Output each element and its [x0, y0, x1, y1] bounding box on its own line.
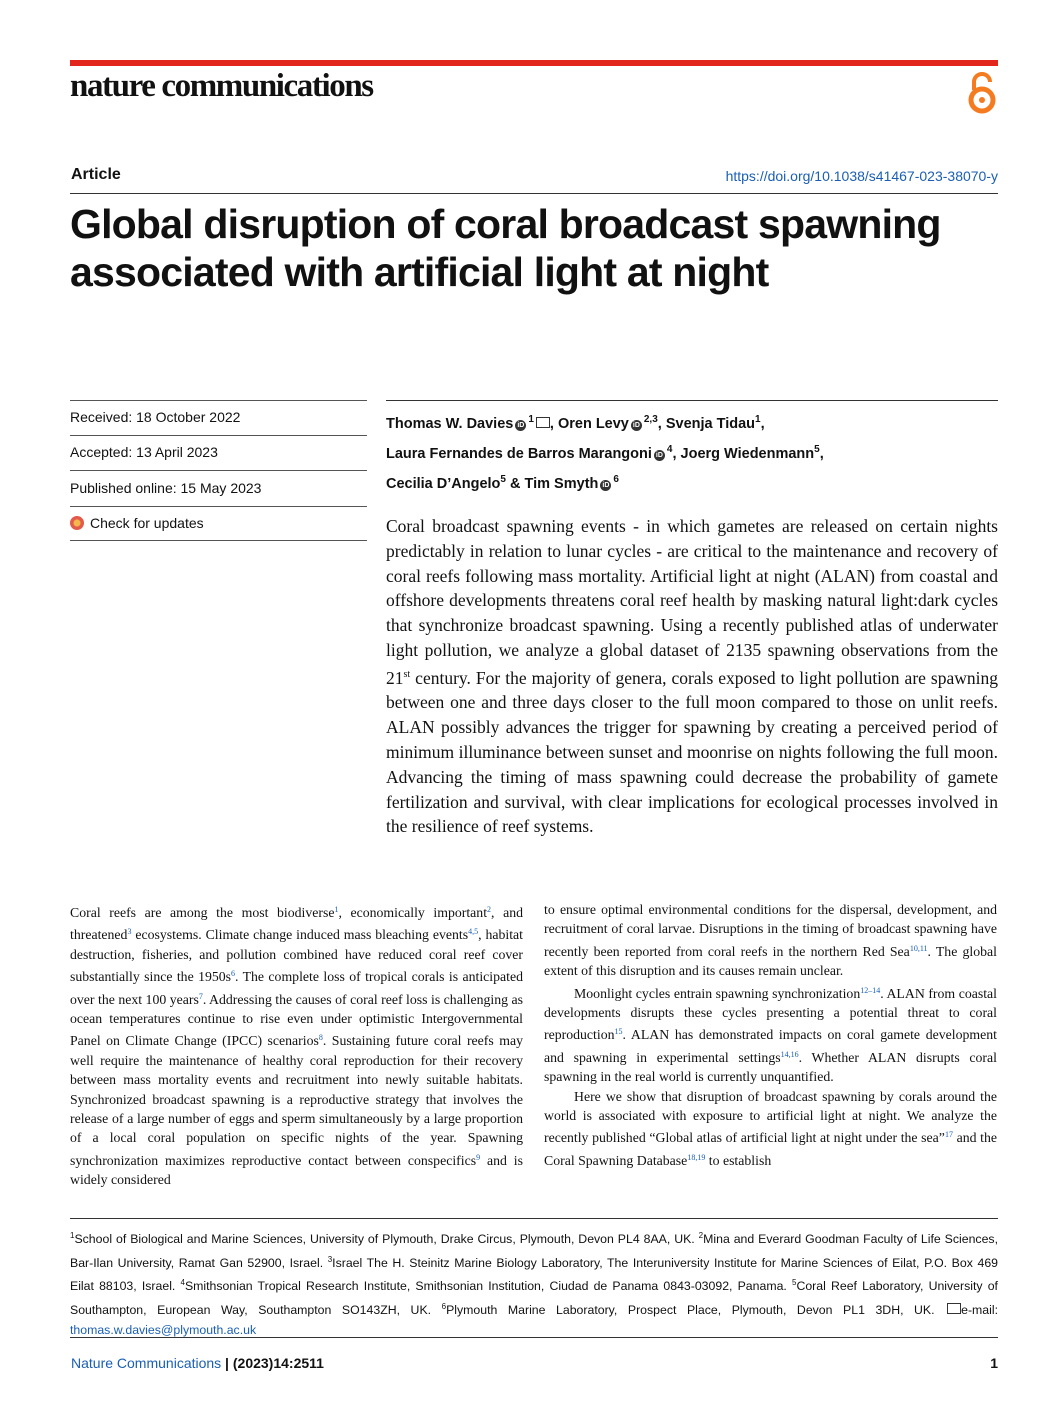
footer-volume: (2023)14:2511: [232, 1355, 324, 1371]
author-name[interactable]: Tim Smyth: [524, 476, 599, 492]
divider: [70, 435, 367, 436]
author-affiliation: 5: [814, 444, 820, 455]
author-affiliation: 1: [755, 414, 761, 425]
body-column-left: [70, 900, 523, 1190]
reference-link[interactable]: 8: [318, 1033, 323, 1043]
orcid-icon[interactable]: iD: [602, 482, 610, 489]
body-column-right: [544, 900, 997, 1170]
article-title: Global disruption of coral broadcast spawning associated with artificial light at night: [70, 201, 941, 295]
email-icon[interactable]: [536, 417, 550, 428]
divider: [70, 400, 367, 401]
abstract-text: Coral broadcast spawning events - in which gametes are released on certain nights predictably in relation to lunar cycles - are critical to the maintenance and recovery of coral reefs following mass mortality. Artificial light at night (ALAN) from coastal and offshore developments threatens coral reef health by masking natural light:dark cycles that synchronize broadcast spawning. Using a recently published atlas of underwater light pollution, we analyze a global dataset of 2135 spawning observations from the 21: [386, 516, 998, 688]
abstract-text: century. For the majority of genera, corals exposed to light pollution are spawning between one and three days closer to the full moon compared to those on unlit reefs. ALAN possibly advances the trigger for spawning by creating a perceived period of minimum illuminance between sunset and moonrise on nights following the full moon. Advancing the timing of mass spawning could decrease the probability of gamete fertilization and survival, with clear implications for ecological processes involved in the resilience of reef systems.: [386, 667, 998, 837]
email-icon: [947, 1303, 961, 1314]
paragraph: Moonlight cycles entrain spawning synchronization$^{12-14}$. ALAN from coastal developments disrupts these cycles presenting a potential threat to coral reproduction$^{15}$. ALAN has demonstrated impacts on coral gamete development and spawning in experimental settings$^{14,16}$. Whether ALAN disrupts coral spawning in the real world is currently unquantified.: [544, 985, 998, 1085]
author-name[interactable]: Thomas W. Davies: [386, 416, 514, 432]
header-accent-bar: [70, 60, 998, 66]
reference-link[interactable]: 2: [487, 905, 492, 914]
author-name[interactable]: Joerg Wiedenmann: [680, 446, 815, 462]
email-link[interactable]: thomas.w.davies@plymouth.ac.uk: [70, 1323, 257, 1338]
author-name[interactable]: Oren Levy: [557, 416, 629, 432]
author-name[interactable]: Cecilia D’Angelo: [386, 476, 501, 492]
open-access-icon: [964, 70, 1000, 116]
check-updates-icon: [70, 516, 84, 530]
doi-link[interactable]: https://doi.org/10.1038/s41467-023-38070-y: [725, 168, 998, 184]
affiliations: $^1$School of Biological and Marine Sciences, University of Plymouth, Drake Circus, Plymouth, Devon PL4 8AA, UK. $^2$Mina and Everard Goodman Faculty of Life Sciences, Bar-Ilan University, Ramat Gan 52900, Israel. $^3$Israel The H. Steinitz Marine Biology Laboratory, The Interuniversity Institute for Marine Sciences of Eilat, P.O. Box 469 Eilat 88103, Israel. $^4$Smithsonian Tropical Research Institute, Smithsonian Institution, Ciudad de Panama 0843-03092, Panama. $^5$Coral Reef Laboratory, University of Southampton, European Way, Southampton SO143ZH, UK. $^6$Plymouth Marine Laboratory, Prospect Place, Plymouth, Devon PL1 3DH, UK. e-mail: thomas.w.davies@plymouth.ac.uk: [70, 1231, 999, 1338]
footer-citation: [71, 1355, 324, 1371]
affiliations-divider: [70, 1218, 998, 1219]
author-affiliation: 1: [528, 414, 534, 425]
author-list: Thomas W. Davies $iD^1$ , Oren Levy iD$^{2,3}$, Svenja Tidau$^1$, Laura Fernandes de Barros Marangoni $iD^4$, Joerg Wiedenmann$^5$, Cecilia D’Angelo$^5$ & Tim Smyth $iD^6$: [386, 400, 998, 497]
received-date: Received: 18 October 2022: [70, 409, 241, 425]
footer-separator: |: [221, 1355, 233, 1371]
paragraph: to ensure optimal environmental conditions for the dispersal, development, and recruitment of coral larvae. Disruptions in the timing of broadcast spawning have recently been reported from coral reefs in the northern Red Sea$^{10,11}$. The global extent of this disruption and its causes remain unclear.: [544, 902, 997, 979]
footer-journal-link[interactable]: Nature Communications: [71, 1355, 222, 1371]
author-affiliation: 5: [500, 474, 506, 485]
reference-link[interactable]: 10,11: [909, 943, 928, 953]
check-for-updates-button[interactable]: [70, 515, 367, 531]
author-affiliation: 4: [666, 444, 673, 455]
reference-link[interactable]: 4,5: [468, 927, 479, 937]
reference-link[interactable]: 15: [614, 1027, 623, 1037]
published-date: Published online: 15 May 2023: [70, 480, 262, 496]
footer-divider: [70, 1337, 998, 1338]
divider: [70, 506, 367, 507]
reference-link[interactable]: 12–14: [860, 985, 881, 995]
reference-link[interactable]: 7: [198, 991, 203, 1001]
reference-link[interactable]: 9: [476, 1152, 481, 1162]
email-label: e-mail:: [961, 1302, 999, 1317]
reference-link[interactable]: 17: [944, 1130, 953, 1140]
abstract-superscript: st: [403, 668, 411, 680]
author-affiliation: 2,3: [643, 414, 658, 425]
accepted-date: Accepted: 13 April 2023: [70, 444, 218, 460]
page-number: 1: [990, 1355, 998, 1371]
orcid-icon[interactable]: iD: [655, 452, 663, 459]
paragraph: Here we show that disruption of broadcast spawning by corals around the world is associated with exposure to artificial light at night. We analyze the recently published “Global atlas of artificial light at night under the sea”$^{17}$ and the Coral Spawning Database$^{18,19}$ to establish: [544, 1088, 997, 1168]
author-name[interactable]: Svenja Tidau: [665, 416, 756, 432]
reference-link[interactable]: 1: [334, 905, 339, 914]
author-affiliation: 6: [613, 474, 619, 485]
check-for-updates-label: Check for updates: [90, 515, 204, 531]
header-divider: [70, 193, 998, 194]
divider: [70, 470, 367, 471]
reference-link[interactable]: 6: [231, 969, 236, 979]
orcid-icon[interactable]: iD: [632, 422, 640, 429]
divider: [70, 540, 367, 541]
reference-link[interactable]: 3: [127, 927, 132, 937]
paragraph: Coral reefs are among the most biodiverse$^1$, economically important$^2$, and threatened$^3$ ecosystems. Climate change induced mass bleaching events$^{4,5}$, habitat destruction, fisheries, and pollution combined have reduced coral reef cover substantially since the 1950s$^6$. The complete loss of tropical corals is anticipated over the next 100 years$^7$. Addressing the causes of coral reef loss is challenging as ocean temperatures continue to rise even under optimistic Intergovernmental Panel on Climate Change (IPCC) scenarios$^8$. Sustaining future coral reefs may well require the maintenance of healthy coral reproduction for their recovery between mass mortality events and recruitment into newly suitable habitats. Synchronized broadcast spawning is a reproductive strategy that involves the release of a large number of eggs and sperm simultaneously by a large proportion of a local coral population on specific nights of the year. Spawning synchronization maximizes reproductive contact between conspecifics$^9$ and is widely considered: [70, 905, 523, 1188]
author-name[interactable]: Laura Fernandes de Barros Marangoni: [386, 446, 652, 462]
reference-link[interactable]: 18,19: [687, 1152, 706, 1162]
article-type-label: Article: [71, 166, 121, 183]
orcid-icon[interactable]: iD: [517, 422, 525, 429]
reference-link[interactable]: 14,16: [780, 1049, 799, 1059]
abstract: [386, 514, 998, 839]
journal-name: nature communications: [70, 68, 373, 104]
